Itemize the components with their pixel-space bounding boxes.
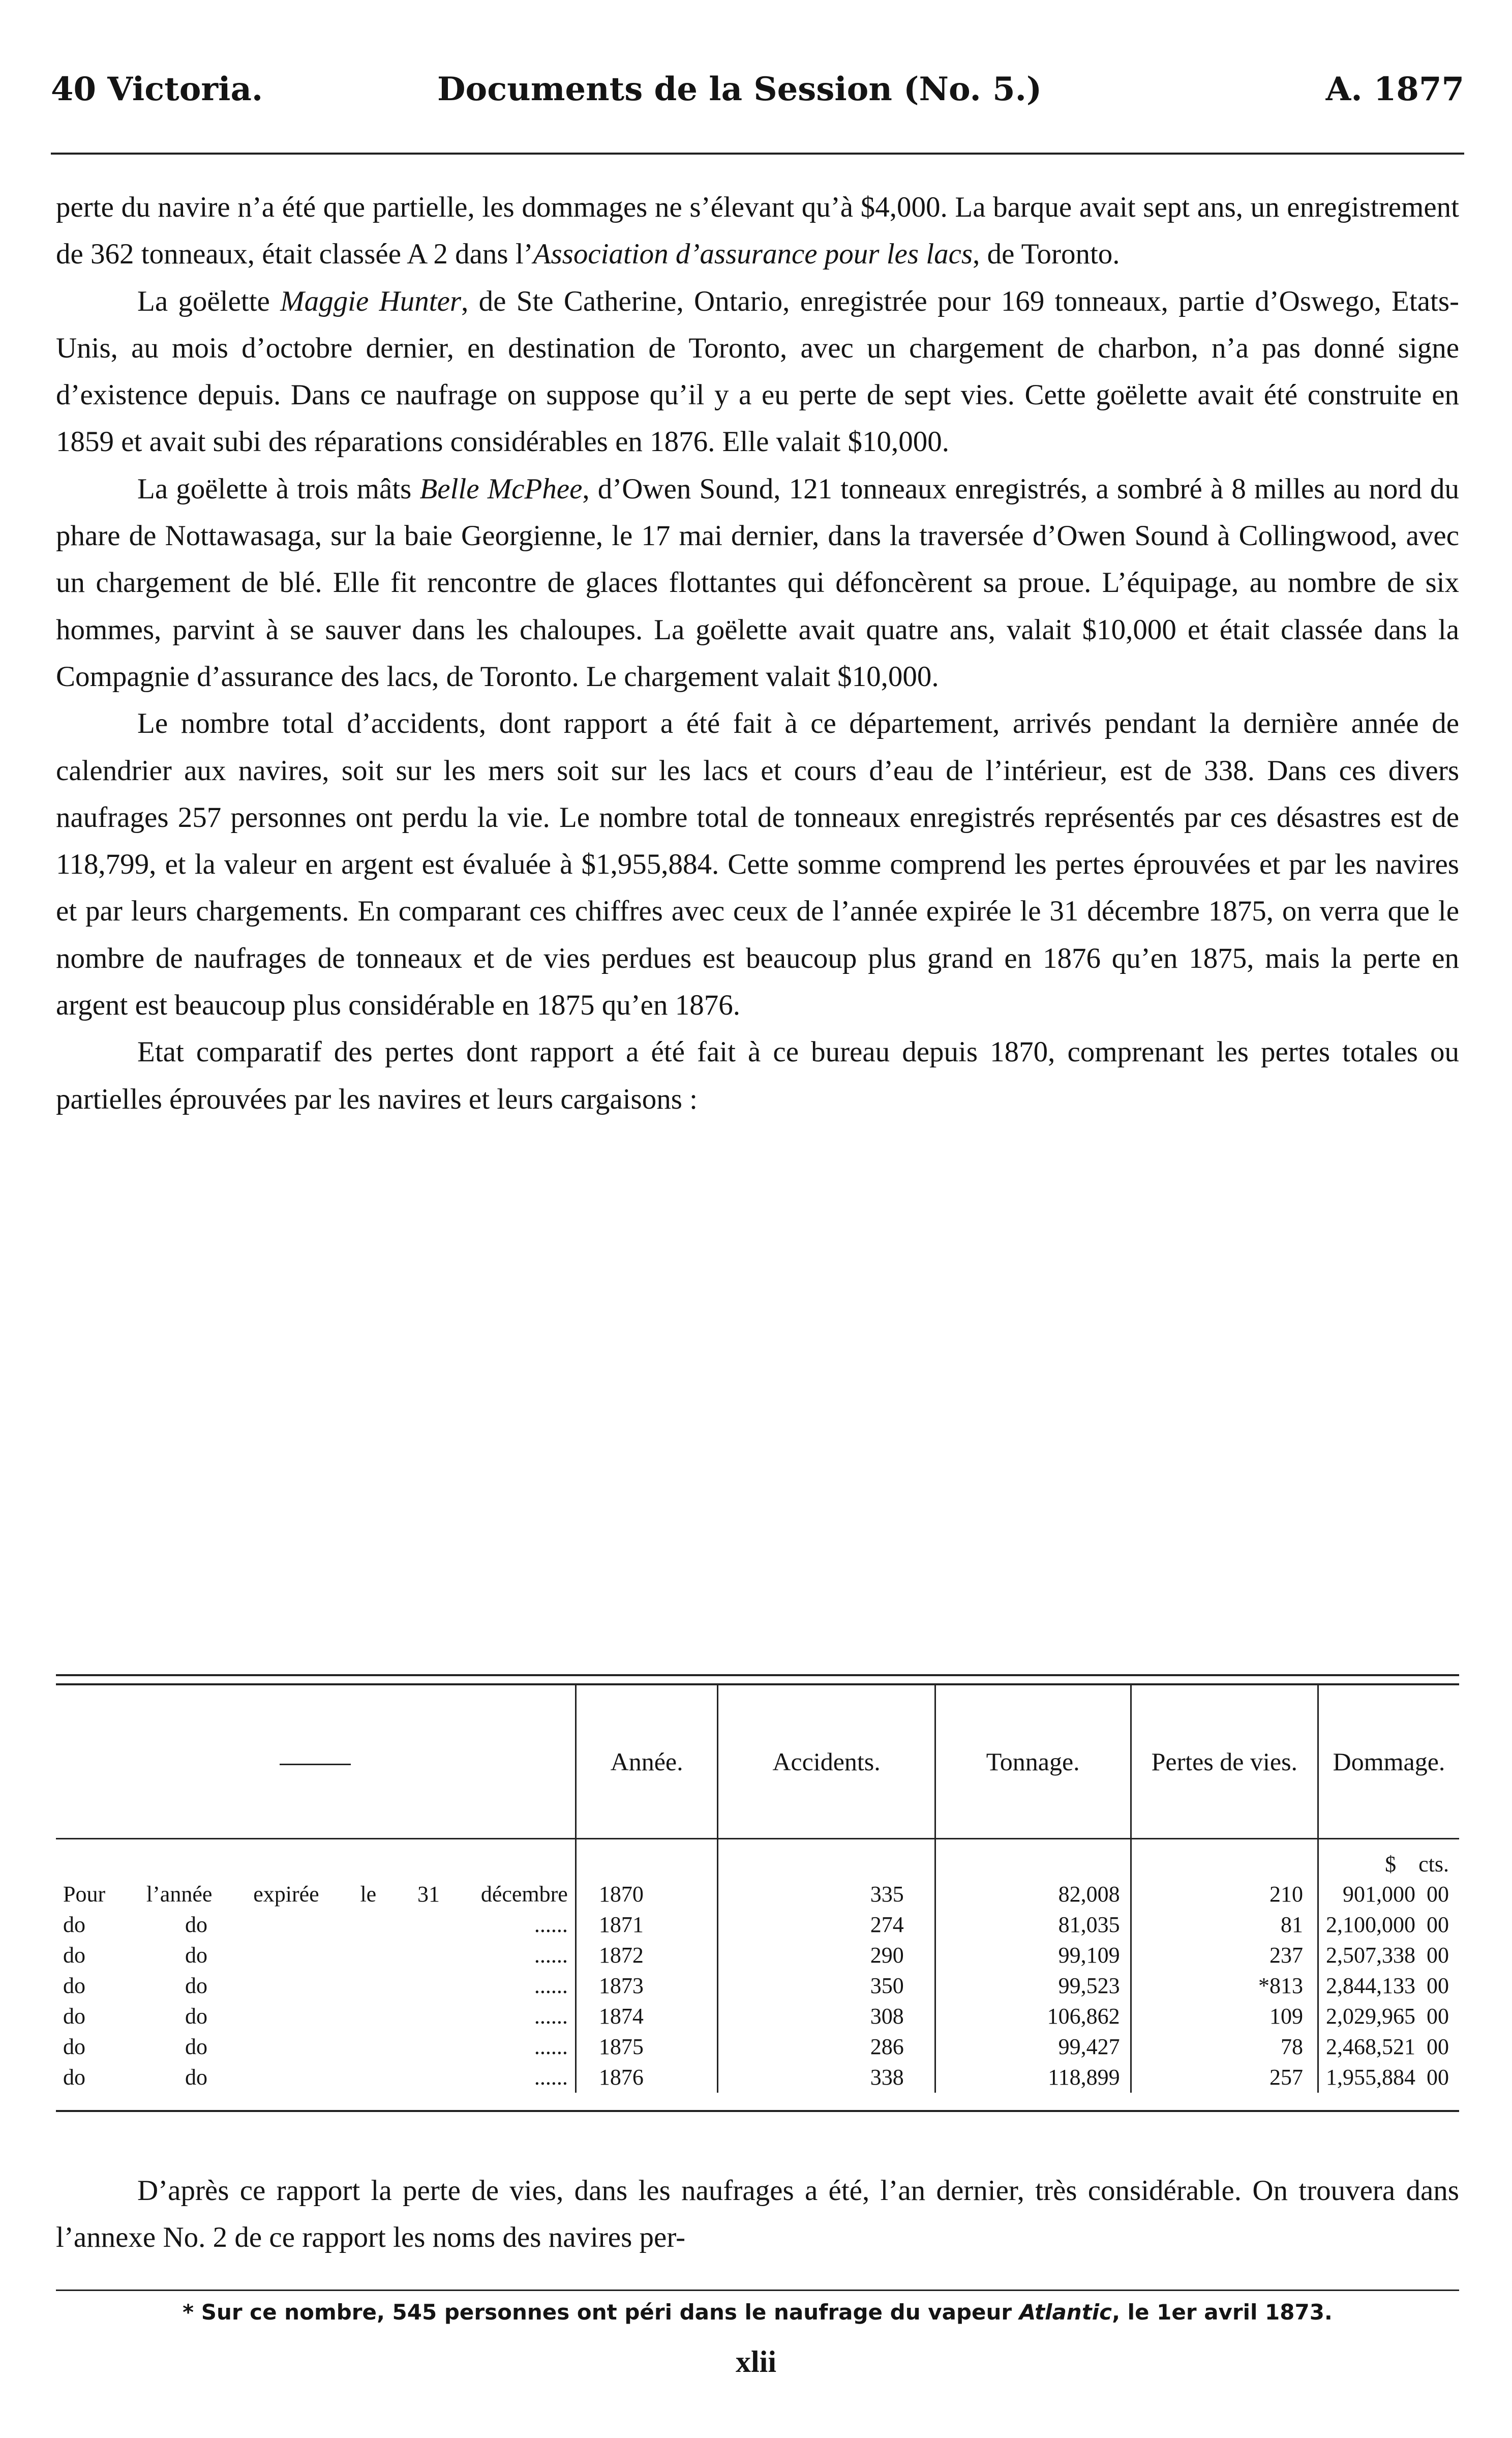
cell-pertes: 109	[1131, 2001, 1318, 2032]
header-pertes: Pertes de vies.	[1131, 1685, 1318, 1839]
page-header	[51, 60, 1464, 116]
table-top-rule	[56, 1674, 1459, 1685]
leader-dots: ......	[534, 2065, 568, 2090]
cell-tonnage: 82,008	[935, 1879, 1131, 1910]
row-label-word: l’année	[146, 1882, 213, 1907]
leader-dots: ......	[534, 1943, 568, 1968]
row-label-word: le	[360, 1882, 377, 1907]
text-run: , de Ste Catherine, Ontario, enregistrée pour 169 tonneaux, partie d’Oswego, Etats-Unis, au mois d’octobre dernier, en destination de Toronto, avec un chargement de charbon, n’a pas donné signe d’existence depuis. Dans ce naufrage on suppose qu’il y a eu perte de sept vies. Cette goëlette avait été construite en 1859 et avait subi des réparations considérables en 1876. Elle valait $10,000.	[56, 285, 1459, 458]
table-body	[56, 1839, 1459, 2093]
cell-dommage	[1318, 2001, 1460, 2032]
cell-dommage	[1318, 2032, 1460, 2062]
table-row	[56, 2062, 1459, 2093]
row-label	[56, 1910, 576, 1940]
cell-pertes: 210	[1131, 1879, 1318, 1910]
cell-pertes: 237	[1131, 1940, 1318, 1971]
header-accidents: Accidents.	[718, 1685, 935, 1839]
row-label	[56, 1940, 576, 1971]
italic-phrase: Association d’assurance pour les lacs	[533, 238, 973, 271]
footnote-suffix: , le 1er avril 1873.	[1112, 2300, 1333, 2325]
paragraph	[56, 184, 1459, 278]
loss-table-section	[56, 1674, 1459, 2112]
text-run: , de Toronto.	[973, 238, 1120, 271]
ditto-mark: do	[185, 1973, 207, 1998]
table-header-row	[56, 1685, 1459, 1839]
header-dommage: Dommage.	[1318, 1685, 1460, 1839]
closing-text	[56, 2167, 1459, 2262]
ditto-mark: do	[63, 1943, 85, 1968]
footnote-rule	[56, 2290, 1459, 2291]
paragraph	[56, 1029, 1459, 1123]
units-row	[56, 1839, 1459, 1880]
text-run: , d’Owen Sound, 121 tonneaux enregistrés, a sombré à 8 milles au nord du phare de Nottawasaga, sur la baie Georgienne, le 17 mai dernier, dans la traversée d’Owen Sound à Collingwood, avec un chargement de blé. Elle fit rencontre de glaces flottantes qui défoncèrent sa proue. L’équipage, au nombre de six hommes, parvint à se sauver dans les chaloupes. La goëlette avait quatre ans, valait $10,000 et était classée dans la Compagnie d’assurance des lacs, de Toronto. Le chargement valait $10,000.	[56, 472, 1459, 693]
cell-tonnage: 99,109	[935, 1940, 1131, 1971]
header-rule	[51, 153, 1464, 155]
paragraph	[56, 700, 1459, 1029]
row-label	[56, 2062, 576, 2093]
cell-dommage	[1318, 1910, 1460, 1940]
ditto-mark: do	[63, 2034, 85, 2059]
paragraph	[56, 466, 1459, 700]
header-year: A. 1877	[1325, 70, 1464, 108]
ditto-mark: do	[185, 2065, 207, 2090]
table-bottom-rule	[56, 2110, 1459, 2112]
dommage-dollars: 1,955,884	[1326, 2065, 1415, 2090]
cell-dommage	[1318, 1971, 1460, 2001]
dommage-cents: 00	[1427, 1882, 1449, 1907]
text-run: La goëlette à trois mâts	[137, 472, 420, 505]
dommage-dollars: 2,844,133	[1326, 1973, 1415, 1998]
ditto-mark: do	[185, 2034, 207, 2059]
cell-pertes: 257	[1131, 2062, 1318, 2093]
footnote-ship: Atlantic	[1019, 2300, 1112, 2325]
row-label-word: Pour	[63, 1882, 106, 1907]
dommage-dollars: 2,100,000	[1326, 1912, 1415, 1937]
cell-dommage	[1318, 1940, 1460, 1971]
leader-dots: ......	[534, 2004, 568, 2029]
ditto-mark: do	[185, 2004, 207, 2029]
row-label-word: décembre	[480, 1882, 568, 1907]
closing-paragraph: D’après ce rapport la perte de vies, dans les naufrages a été, l’an dernier, très considérable. On trouvera dans l’annexe No. 2 de ce rapport les noms des navires per-	[56, 2175, 1459, 2254]
footnote	[56, 2300, 1459, 2325]
dommage-cents: 00	[1427, 2004, 1449, 2029]
cell-accidents: 286	[718, 2032, 935, 2062]
leader-dots: ......	[534, 2034, 568, 2059]
cell-tonnage: 81,035	[935, 1910, 1131, 1940]
row-label	[56, 2001, 576, 2032]
dommage-dollars: 2,029,965	[1326, 2004, 1415, 2029]
dommage-dollars: 2,468,521	[1326, 2034, 1415, 2059]
cell-dommage	[1318, 1879, 1460, 1910]
cell-annee: 1871	[576, 1910, 717, 1940]
dommage-cents: 00	[1427, 1912, 1449, 1937]
cell-annee: 1870	[576, 1879, 717, 1910]
header-annee: Année.	[576, 1685, 717, 1839]
dommage-dollars: 901,000	[1343, 1882, 1415, 1907]
cell-accidents: 290	[718, 1940, 935, 1971]
row-label-word: 31	[417, 1882, 440, 1907]
cell-accidents: 308	[718, 2001, 935, 2032]
cell-annee: 1874	[576, 2001, 717, 2032]
header-volume: 40 Victoria.	[51, 70, 263, 108]
cell-accidents: 335	[718, 1879, 935, 1910]
cell-annee: 1873	[576, 1971, 717, 2001]
ditto-mark: do	[185, 1943, 207, 1968]
row-label	[56, 2032, 576, 2062]
cell-tonnage: 106,862	[935, 2001, 1131, 2032]
header-title: Documents de la Session (No. 5.)	[437, 70, 1042, 108]
cell-pertes: 81	[1131, 1910, 1318, 1940]
header-blank	[56, 1685, 576, 1839]
cell-dommage	[1318, 2062, 1460, 2093]
cell-tonnage: 99,523	[935, 1971, 1131, 2001]
row-label	[56, 1879, 576, 1910]
italic-phrase: Maggie Hunter	[280, 285, 462, 317]
leader-dots: ......	[534, 1973, 568, 1998]
cell-annee: 1872	[576, 1940, 717, 1971]
cell-tonnage: 118,899	[935, 2062, 1131, 2093]
units-cents: cts.	[1418, 1852, 1449, 1877]
text-run: perte du navire n’a été que partielle, les dommages ne s’élevant qu’à $4,000. La barque avait sept ans, un enregistrement de 362 tonneaux, était classée A 2 dans l’	[56, 191, 1459, 271]
cell-accidents: 350	[718, 1971, 935, 2001]
cell-annee: 1876	[576, 2062, 717, 2093]
text-run: Le nombre total d’accidents, dont rapport a été fait à ce département, arrivés pendant la dernière année de calendrier aux navires, soit sur les mers soit sur les lacs et cours d’eau de l’intérieur, est de 338. Dans ces divers naufrages 257 personnes ont perdu la vie. Le nombre total de tonneaux enregistrés représentés par ces désastres est de 118,799, et la valeur en argent est évaluée à $1,955,884. Cette somme comprend les pertes éprouvées et par les navires et par leurs chargements. En comparant ces chiffres avec ceux de l’année expirée le 31 décembre 1875, on verra que le nombre de naufrages de tonneaux et de vies perdues est beaucoup plus grand en 1876 qu’en 1875, mais la perte en argent est beaucoup plus considérable en 1875 qu’en 1876.	[56, 707, 1459, 1022]
ditto-mark: do	[63, 1912, 85, 1937]
italic-phrase: Belle McPhee	[419, 472, 583, 505]
paragraph	[56, 278, 1459, 466]
text-run: La goëlette	[137, 285, 281, 317]
ditto-mark: do	[63, 1973, 85, 1998]
cell-annee: 1875	[576, 2032, 717, 2062]
comparative-loss-table	[56, 1685, 1459, 2093]
body-text	[56, 184, 1459, 1123]
dommage-cents: 00	[1427, 1973, 1449, 1998]
ditto-mark: do	[63, 2065, 85, 2090]
cell-tonnage: 99,427	[935, 2032, 1131, 2062]
table-row	[56, 2001, 1459, 2032]
row-label-word: expirée	[253, 1882, 319, 1907]
row-label	[56, 1971, 576, 2001]
units-label	[1318, 1839, 1460, 1880]
cell-pertes: 78	[1131, 2032, 1318, 2062]
leader-dots: ......	[534, 1912, 568, 1937]
cell-pertes: *813	[1131, 1971, 1318, 2001]
dommage-cents: 00	[1427, 2065, 1449, 2090]
dommage-cents: 00	[1427, 2034, 1449, 2059]
page-folio: xlii	[735, 2345, 776, 2378]
table-row	[56, 2032, 1459, 2062]
text-run: Etat comparatif des pertes dont rapport a été fait à ce bureau depuis 1870, comprenant les pertes totales ou partielles éprouvées par les navires et leurs cargaisons :	[56, 1036, 1459, 1115]
cell-accidents: 274	[718, 1910, 935, 1940]
ditto-mark: do	[185, 1912, 207, 1937]
ditto-mark: do	[63, 2004, 85, 2029]
cell-accidents: 338	[718, 2062, 935, 2093]
table-row	[56, 1940, 1459, 1971]
footnote-prefix: * Sur ce nombre, 545 personnes ont péri dans le naufrage du vapeur	[183, 2300, 1019, 2325]
dommage-dollars: 2,507,338	[1326, 1943, 1415, 1968]
table-row	[56, 1879, 1459, 1910]
table-row	[56, 1971, 1459, 2001]
units-dollars: $	[1385, 1852, 1397, 1877]
table-row	[56, 1910, 1459, 1940]
dommage-cents: 00	[1427, 1943, 1449, 1968]
header-tonnage: Tonnage.	[935, 1685, 1131, 1839]
